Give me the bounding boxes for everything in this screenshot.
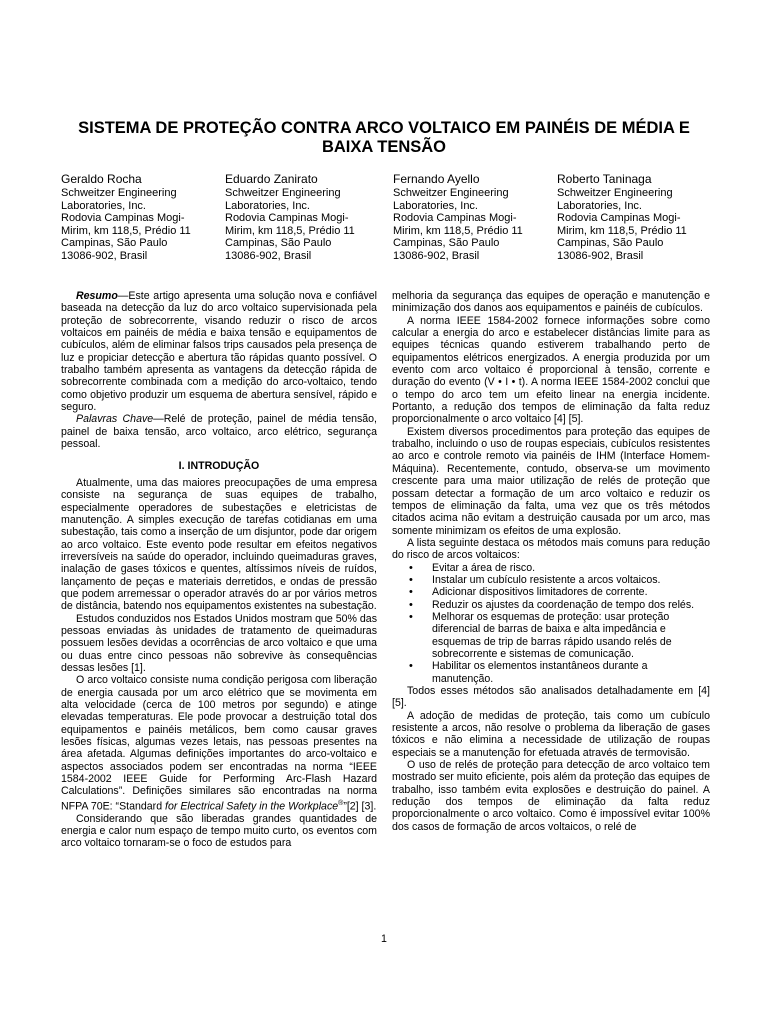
author-4: [557, 172, 717, 263]
abstract-text: —Este artigo apresenta uma solução nova e confiável baseada na detecção da luz do arco voltaico supervisionada pela proteção de sobrecorrente, visando reduzir o risco de arcos voltaicos em painéis de média e baixa tensão e equipamentos de cubículos, além de eliminar falsos trips causados pela presença de luz e propiciar detecção e abertura tão rápidas quanto possível. O trabalho também apresenta as vantagens da detecção rápida de sobrecorrente combinada com a medição do arco-voltaico, tendo como objetivo produzir um esquema de abertura sensível, rápido e seguro.: [61, 290, 377, 414]
keywords-label: Palavras Chave: [76, 413, 154, 426]
author-affiliation: Schweitzer Engineering Laboratories, Inc. Rodovia Campinas Mogi- Mirim, km 118,5, Prédio 11 Campinas, São Paulo 13086-902, Brasil: [225, 187, 355, 262]
list-item: • Adicionar dispositivos limitadores de corrente.: [392, 586, 710, 598]
author-name: Eduardo Zanirato: [225, 172, 318, 186]
page-number: 1: [381, 933, 387, 945]
body-paragraph: Existem diversos procedimentos para proteção das equipes de trabalho, incluindo o uso de roupas especiais, cubículos resistentes ao arco e controle remoto via painéis de IHM (Interface Homem-Máquina). Recentemente, contudo, observa-se um movimento crescente para uma maior utilização de relés de proteção que possam detectar a formação de um arco voltaico e reduzir os tempos de eliminação da falta, uma vez que os três métodos citados acima não evitam a destruição causada por um arco, mas somente minimizam os efeitos de uma explosão.: [392, 425, 710, 537]
body-paragraph: melhoria da segurança das equipes de operação e manutenção e minimização dos danos aos equipamentos e painéis de cubículos.: [392, 290, 710, 315]
author-affiliation: Schweitzer Engineering Laboratories, Inc. Rodovia Campinas Mogi- Mirim, km 118,5, Prédio 11 Campinas, São Paulo 13086-902, Brasil: [61, 187, 191, 262]
methods-list: [392, 562, 710, 685]
intro-paragraph: Considerando que são liberadas grandes quantidades de energia e calor num espaço de tempo muito curto, os eventos com arco voltaico tornaram-se o foco de estudos para: [61, 812, 377, 850]
abstract-paragraph: [61, 290, 377, 413]
list-item: • Evitar a área de risco.: [392, 562, 710, 574]
paper-title: SISTEMA DE PROTEÇÃO CONTRA ARCO VOLTAICO EM PAINÉIS DE MÉDIA E BAIXA TENSÃO: [78, 119, 690, 156]
list-item: • Habilitar os elementos instantâneos durante a manutenção.: [392, 660, 710, 685]
author-1: [61, 172, 221, 263]
intro-paragraph: Atualmente, uma das maiores preocupações de uma empresa consiste na segurança de suas equipes de trabalho, especialmente operadores de subestações e eletricistas de manutenção. A simples execução de tarefas cotidianas em uma subestação, tais como a inserção de um disjuntor, pode dar origem ao arco voltaico. Este evento pode resultar em efeitos negativos irreversíveis na saúde do operador, incluindo queimaduras graves, inalação de gases tóxicos e quentes, altíssimos níveis de ruídos, lançamento de peças e materiais derretidos, e ondas de pressão que podem arremessar o operador através do ar por vários metros de distância, batendo nos equipamentos existentes na subestação.: [61, 476, 377, 613]
list-item: • Instalar um cubículo resistente a arcos voltaicos.: [392, 574, 710, 586]
keywords-paragraph: [61, 413, 377, 450]
left-column: [61, 290, 377, 850]
intro-text: ”[2] [3].: [343, 800, 377, 813]
body-paragraph: A lista seguinte destaca os métodos mais comuns para redução do risco de arcos voltaicos:: [392, 536, 710, 562]
author-name: Roberto Taninaga: [557, 172, 652, 186]
author-block: [0, 172, 768, 272]
abstract: [61, 290, 377, 450]
right-column: [392, 290, 710, 833]
list-item: • Reduzir os ajustes da coordenação de tempo dos relés.: [392, 599, 710, 611]
author-affiliation: Schweitzer Engineering Laboratories, Inc. Rodovia Campinas Mogi- Mirim, km 118,5, Prédio 11 Campinas, São Paulo 13086-902, Brasil: [557, 187, 687, 262]
section-heading-introduction: I. INTRODUÇÃO: [178, 460, 260, 473]
keywords-text: —Relé de proteção, painel de média tensão, painel de baixa tensão, arco voltaico, arco elétrico, segurança pessoal.: [61, 413, 377, 451]
intro-paragraph: Estudos conduzidos nos Estados Unidos mostram que 50% das pessoas enviadas às unidades de tratamento de queimaduras possuem lesões devidas a ocorrências de arco voltaico e que uma ou duas entre cinco pessoas não sobrevive às consequências dessas lesões [1].: [61, 612, 377, 674]
author-affiliation: Schweitzer Engineering Laboratories, Inc. Rodovia Campinas Mogi- Mirim, km 118,5, Prédio 11 Campinas, São Paulo 13086-902, Brasil: [393, 187, 523, 262]
intro-paragraph: [61, 674, 377, 812]
body-paragraph: Todos esses métodos são analisados detalhadamente em [4] [5].: [392, 685, 710, 710]
list-item: • Melhorar os esquemas de proteção: usar proteção diferencial de barras de baixa e alta impedância e esquemas de trip de barras rápido usando relés de sobrecorrente e sistemas de comunicação.: [392, 611, 710, 660]
abstract-label: Resumo: [76, 290, 118, 302]
author-name: Fernando Ayello: [393, 172, 480, 186]
body-paragraph: A adoção de medidas de proteção, tais como um cubículo resistente a arcos, não resolve o problema da liberação de gases tóxicos e não elimina a necessidade de utilização de roupas especiais se a manutenção for efetuada através de termovisão.: [392, 709, 710, 759]
body-paragraph: A norma IEEE 1584-2002 fornece informações sobre como calcular a energia do arco e estabelecer distâncias limite para as equipes técnicas quando estiverem trabalhando perto de equipamentos elétricos energizados. A energia produzida por um evento com arco voltaico é proporcional à tensão, corrente e duração do evento (V • I • t). A norma IEEE 1584-2002 conclui que o tempo do arco tem um efeito linear na energia incidente. Portanto, a redução dos tempos de eliminação da falta reduz proporcionalmente o arco voltaico [4] [5].: [392, 314, 710, 426]
author-3: [393, 172, 553, 263]
body-paragraph: O uso de relés de proteção para detecção de arco voltaico tem mostrado ser muito eficiente, pois além da proteção das equipes de trabalho, isso também evita explosões e destruição do painel. A redução dos tempos de eliminação da falta reduz proporcionalmente o arco voltaico. Como é impossível evitar 100% dos casos de formação de arcos voltaicos, o relé de: [392, 759, 710, 833]
intro-italic-text: for Electrical Safety in the Workplace: [165, 800, 339, 813]
author-2: [225, 172, 385, 263]
intro-text: O arco voltaico consiste numa condição perigosa com liberação de energia causada por um arco elétrico que se movimenta em alta velocidade (cerca de 100 metros por segundo) e atinge elevadas temperaturas. Ele pode provocar a destruição total dos equipamentos e painéis metálicos, bem como causar graves lesões físicas, algumas vezes letais, nas pessoas presentes na área afetada. Algumas definições importantes do arco-voltaico e aspectos associados podem ser encontradas na norma “IEEE 1584-2002 IEEE Guide for Performing Arc-Flash Hazard Calculations”. Definições similares são encontradas na norma NFPA 70E: “Standard: [61, 674, 377, 813]
registered-mark: ®: [338, 799, 344, 807]
author-name: Geraldo Rocha: [61, 172, 142, 186]
